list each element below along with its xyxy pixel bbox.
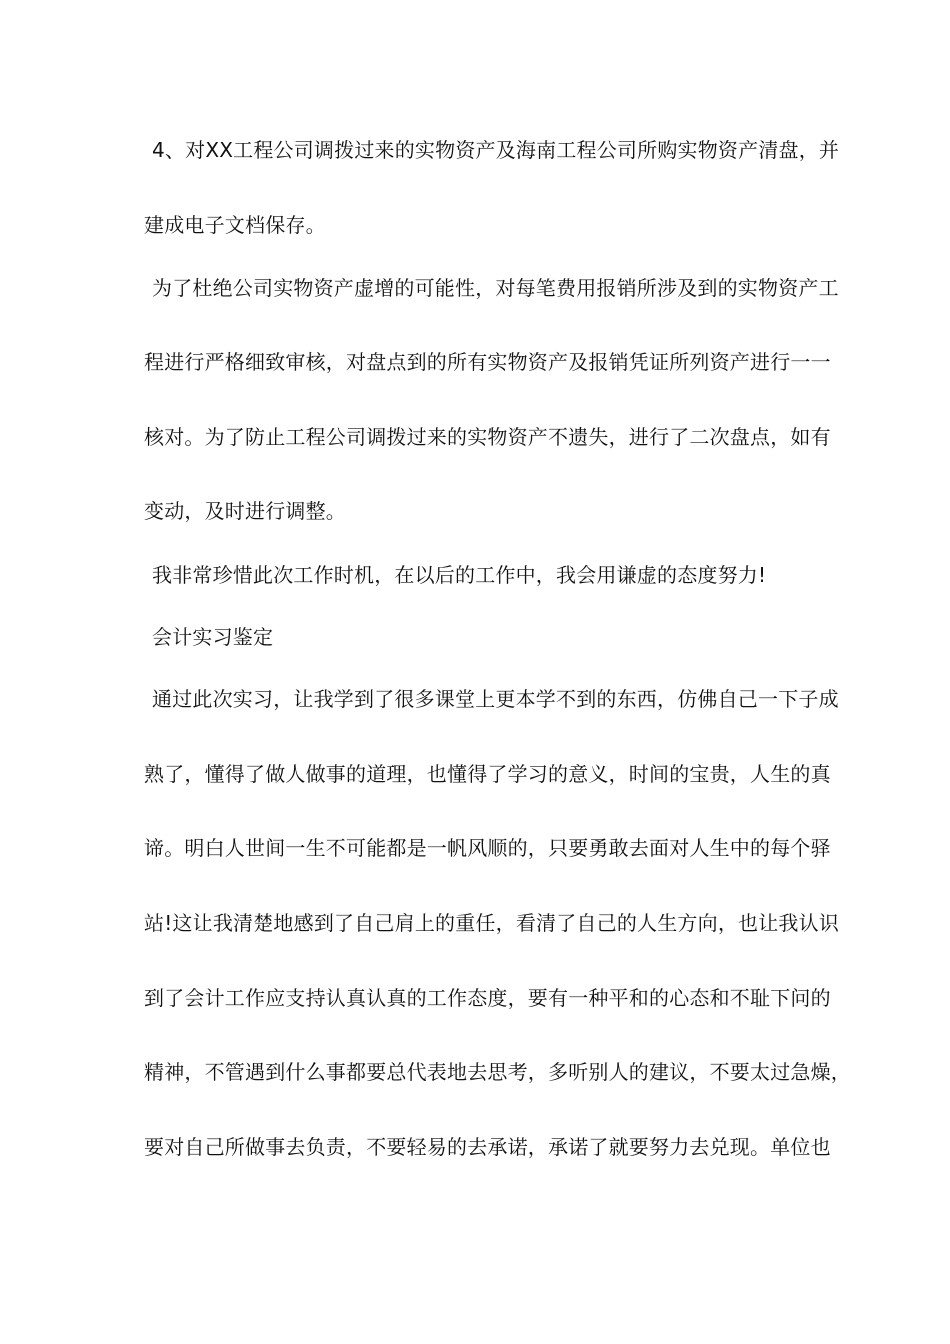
text-line-9: 通过此次实习，让我学到了很多课堂上更本学不到的东西，仿佛自己一下子成 — [152, 687, 839, 711]
text-line-1: 4、对XX工程公司调拨过来的实物资产及海南工程公司所购实物资产清盘，并 — [152, 138, 840, 162]
text-line-2: 建成电子文档保存。 — [144, 213, 326, 237]
text-line-5: 核对。为了防止工程公司调拨过来的实物资产不遗失，进行了二次盘点，如有 — [144, 425, 831, 449]
section-heading: 会计实习鉴定 — [152, 625, 274, 649]
text-line-10: 熟了，懂得了做人做事的道理，也懂得了学习的意义，时间的宝贵，人生的真 — [144, 762, 831, 786]
text-line-13: 到了会计工作应支持认真认真的工作态度，要有一种平和的心态和不耻下问的 — [144, 986, 831, 1010]
text-line-11: 谛。明白人世间一生不可能都是一帆风顺的，只要勇敢去面对人生中的每个驿 — [144, 836, 831, 860]
text-line-15: 要对自己所做事去负责，不要轻易的去承诺，承诺了就要努力去兑现。单位也 — [144, 1135, 831, 1159]
text-line-14: 精神，不管遇到什么事都要总代表地去思考，多听别人的建议，不要太过急燥， — [144, 1060, 851, 1084]
text-line-6: 变动，及时进行调整。 — [144, 499, 346, 523]
text-line-4: 程进行严格细致审核，对盘点到的所有实物资产及报销凭证所列资产进行一一 — [144, 350, 831, 374]
text-line-3: 为了杜绝公司实物资产虚增的可能性，对每笔费用报销所涉及到的实物资产工 — [152, 276, 839, 300]
text-line-7: 我非常珍惜此次工作时机，在以后的工作中，我会用谦虚的态度努力! — [152, 563, 767, 587]
text-line-12: 站!这让我清楚地感到了自己肩上的重任，看清了自己的人生方向，也让我认识 — [144, 911, 840, 935]
